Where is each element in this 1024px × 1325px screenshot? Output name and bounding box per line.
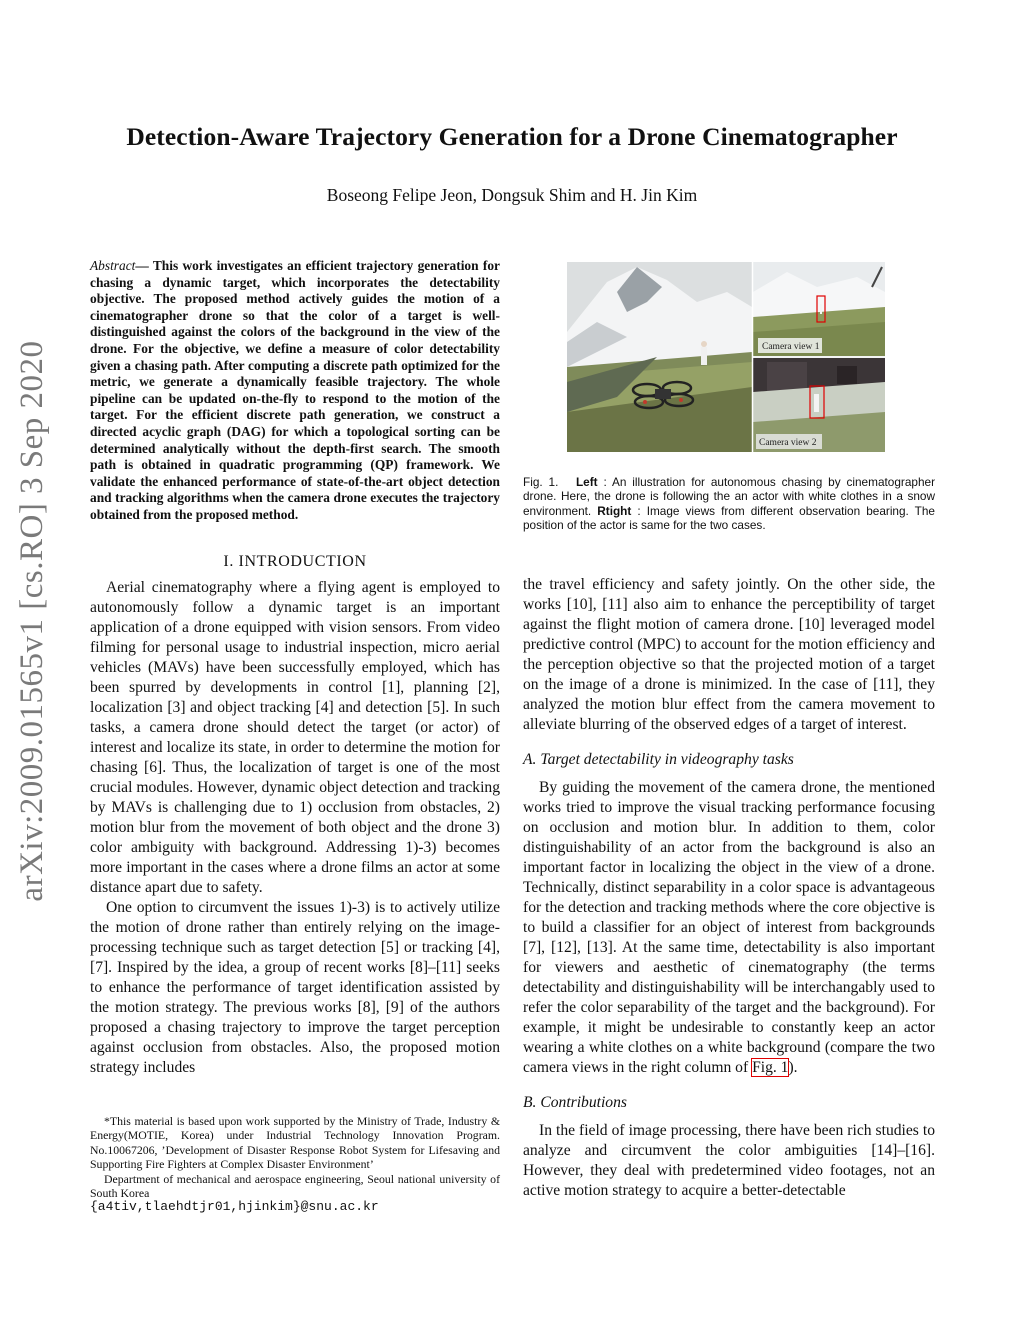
footnote [90,1114,500,1215]
intro-paragraph-2: One option to circumvent the issues 1)-3) is to actively utilize the motion of drone rather than entirely relying on the image-processing technique such as target detection [5] or tracking [4], [7]. Inspired by the idea, a group of recent works [8]–[11] seeks to enhance the performance of target identification assisted by the motion strategy. The previous works [8], [9] of the authors proposed a chasing trajectory to improve the target perception against occlusion from obstacles. Also, the proposed motion strategy includes [90,899,500,1076]
caption-left-label: Left [575,475,598,489]
caption-right-text: : Image views from different observation bearing. The position of the actor is same for the two cases. [523,503,935,533]
abstract [90,258,500,524]
caption-left-text: : An illustration for autonomous chasing by cinematographer drone. Here, the drone is following the an actor with white clothes in a snow environment. [523,475,936,518]
abstract-text: — This work investigates an efficient trajectory generation for chasing a dynamic target, which incorporates the detectability objective. The proposed method actively guides the motion of a cinematographer drone so that the color of a target is well-distinguished against the colors of the background in the view of the drone. For the objective, we define a measure of color detectability given a chasing path. After computing a discrete path optimized for the metric, we generate a dynamically feasible trajectory. The whole pipeline can be updated on-the-fly to respond to the motion of the target. For the efficient discrete path generation, we construct a directed acyclic graph (DAG) for which a topological sorting can be determined analytically without the depth-first search. The smooth path is obtained in quadratic programming (QP) framework. We validate the enhanced performance of state-of-the-art object detection and tracking algorithms when the camera drone executes the trajectory obtained from the proposed method. [90,258,500,522]
paper-title: Detection-Aware Trajectory Generation for a Drone Cinematographer [126,122,898,151]
right-paragraph-3: In the field of image processing, there have been rich studies to analyze and circumvent the color ambiguities [14]–[16]. However, they deal with predetermined video footages, not an active motion strategy to acquire a better-detectable [523,1122,935,1199]
funding-note: *This material is based upon work supported by the Ministry of Trade, Industry & Energy(MOTIE, Korea) under Industrial Technology Innovation Program. No.10067206, ’Development of Disaster Response Robot System for Lifesaving and Supporting Fire Fighters at Complex Disaster Environment’ [90,1114,500,1172]
intro-paragraph-1: Aerial cinematography where a flying agent is employed to autonomously follow a dynamic target is an important application of a drone equipped with vision sensors. From video filming for personal usage to industrial inspection, micro aerial vehicles (MAVs) have been successfully employed, which has been spurred by developments in control [1], planning [2], localization [3] and object tracking [4] and detection [5]. In such tasks, a camera drone should detect the target (or actor) of interest and localize its state, in order to determine the motion for chasing [6]. Thus, the localization of target is one of the most crucial modules. However, dynamic object detection and tracking by MAVs is challenging due to 1) occlusion from obstacles, 2) motion blur from the movement of both object and the drone 3) color ambiguity with background. Addressing 1)-3) becomes more important in the cases where a drone films an actor at some distance apart due to safety. [90,579,500,896]
right-paragraph-2 [523,778,935,1078]
main-scene-illustration [567,262,752,452]
abstract-label: Abstract [90,258,136,273]
figure-1-caption [523,475,935,533]
subsection-heading-a: A. Target detectability in videography tasks [523,751,794,768]
author-emails: {a4tiv,tlaehdtjr01,hjinkim}@snu.ac.kr [90,1199,379,1215]
affiliation-note: Department of mechanical and aerospace engineering, Seoul national university of South Korea [90,1171,500,1201]
arxiv-identifier-stamp: arXiv:2009.01565v1 [cs.RO] 3 Sep 2020 [14,340,50,902]
right-paragraph-2-text: By guiding the movement of the camera drone, the mentioned works tried to improve the visual tracking performance focusing on occlusion and motion blur. In addition to them, color distinguishability of an actor from the background is also an important factor in localizing the object in the view of a drone. Technically, distinct separability in a color space is advantageous for the detection and tracking methods where the core objective is to build a classifier for an object of interest from backgrounds [7], [12], [13]. At the same time, detectability is also important for viewers and aesthetic of cinematography (the terms detectability and distinguishability will be interchangably used to refer the color separability of the target and the background). For example, it might be undesirable to constantly keep an actor wearing a white clothes on a white background (compare the two camera views in the right column of [523,779,935,1076]
caption-prefix: Fig. 1. [523,475,559,489]
section-heading-introduction: I. INTRODUCTION [223,553,367,570]
figure-1-reference-link[interactable]: Fig. 1 [752,1059,789,1076]
right-paragraph-2-end: ). [788,1059,798,1076]
right-paragraph-1: the travel efficiency and safety jointly. On the other side, the works [10], [11] also aim to enhance the perceptibility of target against the flight motion of camera drone. [10] leveraged model predictive control (MPC) to account for the motion efficiency and the perception objective so that the projected motion of a target on the image of a drone is minimized. In the case of [11], they analyzed the motion blur effect from the camera movement to alleviate blurring of the observed edges of a target of interest. [523,576,935,733]
camera-view-2-label: Camera view 2 [759,438,817,448]
figure-1-image [567,262,885,452]
paper-authors: Boseong Felipe Jeon, Dongsuk Shim and H. Jin Kim [326,185,698,205]
right-column-body [523,575,935,1201]
camera-view-1-label: Camera view 1 [762,342,820,352]
caption-right-label: Rtight [597,503,632,518]
introduction-body [90,578,500,1078]
subsection-heading-b: B. Contributions [523,1094,627,1111]
